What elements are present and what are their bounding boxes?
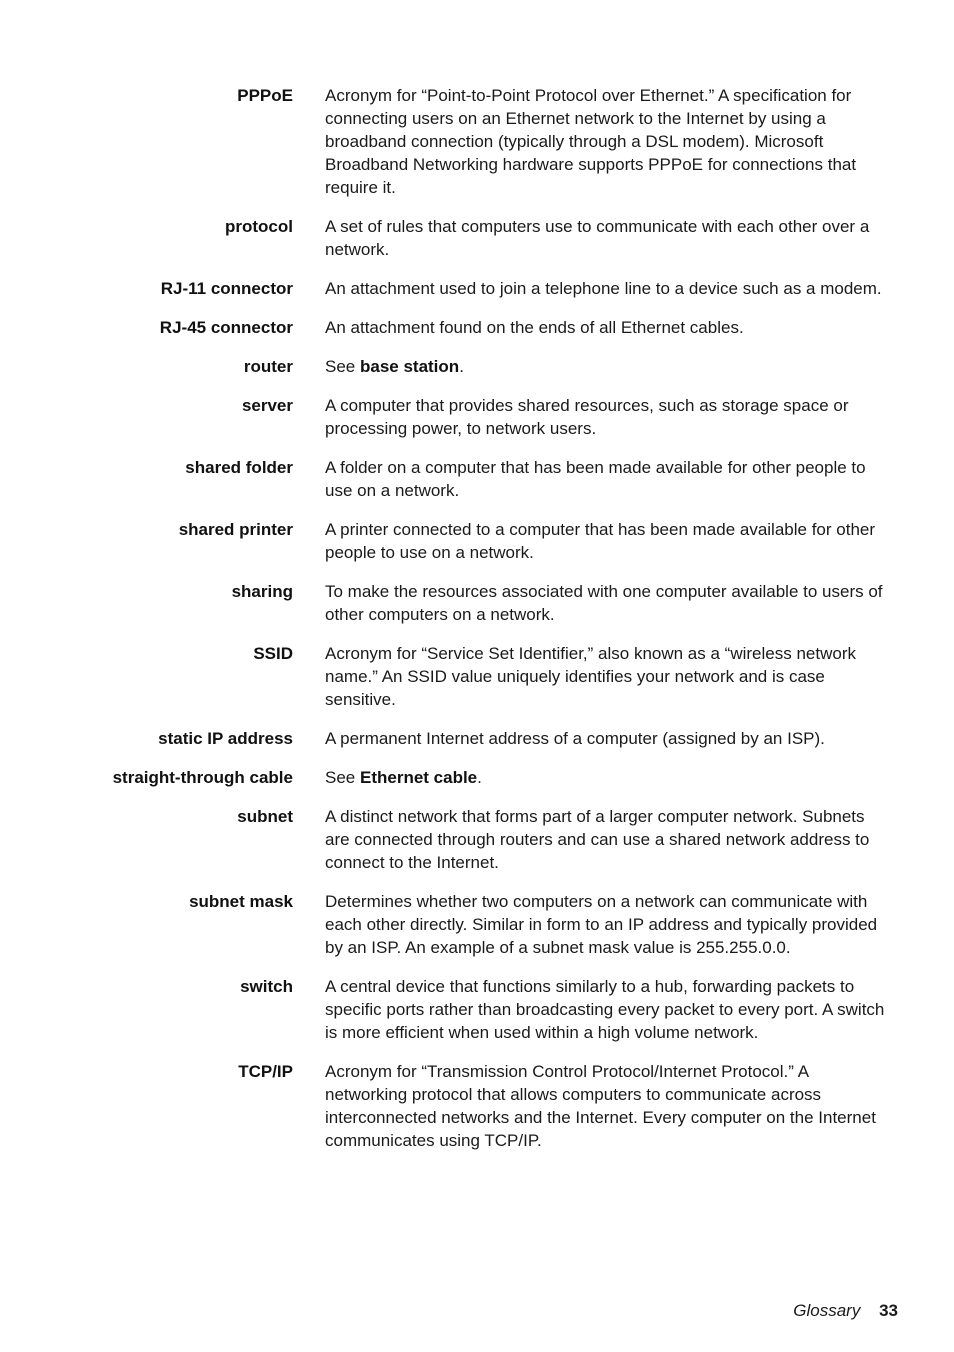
see-suffix: . <box>477 768 482 787</box>
glossary-term: router <box>243 357 293 376</box>
glossary-term: TCP/IP <box>238 1062 293 1081</box>
glossary-entry-ssid <box>0 642 954 711</box>
glossary-definition <box>325 766 885 789</box>
glossary-entry-protocol <box>0 215 954 261</box>
cross-reference-link[interactable]: base station <box>359 357 460 376</box>
glossary-entry-server <box>0 394 954 440</box>
glossary-definition: A computer that provides shared resources, such as storage space or processing power, to network users. <box>325 396 849 438</box>
glossary-term: subnet mask <box>189 892 293 911</box>
glossary-entry-shared-printer <box>0 518 954 564</box>
page-number: 33 <box>879 1301 898 1320</box>
glossary-list <box>0 84 954 1168</box>
glossary-entry-subnet <box>0 805 954 874</box>
glossary-entry-rj45-connector <box>0 316 954 339</box>
glossary-definition: An attachment used to join a telephone line to a device such as a modem. <box>325 279 882 298</box>
glossary-definition: An attachment found on the ends of all Ethernet cables. <box>325 318 744 337</box>
glossary-term: subnet <box>237 807 293 826</box>
glossary-entry-static-ip-address <box>0 727 954 750</box>
see-prefix: See <box>325 357 360 376</box>
glossary-entry-switch <box>0 975 954 1044</box>
page-footer <box>793 1299 898 1322</box>
glossary-term: RJ-11 connector <box>160 279 293 298</box>
glossary-definition <box>325 355 885 378</box>
footer-section-title: Glossary <box>793 1301 861 1320</box>
glossary-term: shared folder <box>185 458 293 477</box>
see-prefix: See <box>325 768 360 787</box>
glossary-entry-shared-folder <box>0 456 954 502</box>
glossary-entry-rj11-connector <box>0 277 954 300</box>
glossary-entry-sharing <box>0 580 954 626</box>
glossary-definition: A distinct network that forms part of a larger computer network. Subnets are connected through routers and can use a shared network address to connect to the Internet. <box>325 807 870 872</box>
glossary-definition: Acronym for “Service Set Identifier,” also known as a “wireless network name.” An SSID value uniquely identifies your network and is case sensitive. <box>325 644 856 709</box>
glossary-term: static IP address <box>158 729 293 748</box>
glossary-term: switch <box>240 977 293 996</box>
see-suffix: . <box>459 357 464 376</box>
glossary-term: RJ-45 connector <box>159 318 293 337</box>
glossary-entry-straight-through-cable <box>0 766 954 789</box>
glossary-term: SSID <box>253 644 293 663</box>
glossary-term: straight-through cable <box>112 768 293 787</box>
glossary-definition: A folder on a computer that has been made available for other people to use on a network. <box>325 458 866 500</box>
glossary-term: protocol <box>225 217 293 236</box>
glossary-term: sharing <box>231 582 293 601</box>
glossary-definition: To make the resources associated with one computer available to users of other computers on a network. <box>325 582 883 624</box>
glossary-definition: A printer connected to a computer that has been made available for other people to use on a network. <box>325 520 876 562</box>
glossary-term: server <box>241 396 293 415</box>
glossary-definition: A permanent Internet address of a computer (assigned by an ISP). <box>325 729 825 748</box>
glossary-definition: Determines whether two computers on a network can communicate with each other directly. Similar in form to an IP address and typically provided by an ISP. An example of a subnet mask value is 255.255.0.0. <box>325 892 878 957</box>
glossary-term: PPPoE <box>237 86 293 105</box>
glossary-entry-pppoe <box>0 84 954 199</box>
glossary-entry-router <box>0 355 954 378</box>
glossary-entry-tcp-ip <box>0 1060 954 1152</box>
glossary-term: shared printer <box>178 520 293 539</box>
glossary-definition: A central device that functions similarly to a hub, forwarding packets to specific ports rather than broadcasting every packet to every port. A switch is more efficient when used within a high volume network. <box>325 977 885 1042</box>
glossary-definition: Acronym for “Point-to-Point Protocol over Ethernet.” A specification for connecting users on an Ethernet network to the Internet by using a broadband connection (typically through a DSL modem). Microsoft Broadband Networking hardware supports PPPoE for connections that require it. <box>325 86 857 197</box>
glossary-definition: Acronym for “Transmission Control Protocol/Internet Protocol.” A networking protocol that allows computers to communicate across interconnected networks and the Internet. Every computer on the Internet communicates using TCP/IP. <box>325 1062 876 1150</box>
glossary-definition: A set of rules that computers use to communicate with each other over a network. <box>325 217 870 259</box>
cross-reference-link[interactable]: Ethernet cable <box>359 768 478 787</box>
glossary-entry-subnet-mask <box>0 890 954 959</box>
